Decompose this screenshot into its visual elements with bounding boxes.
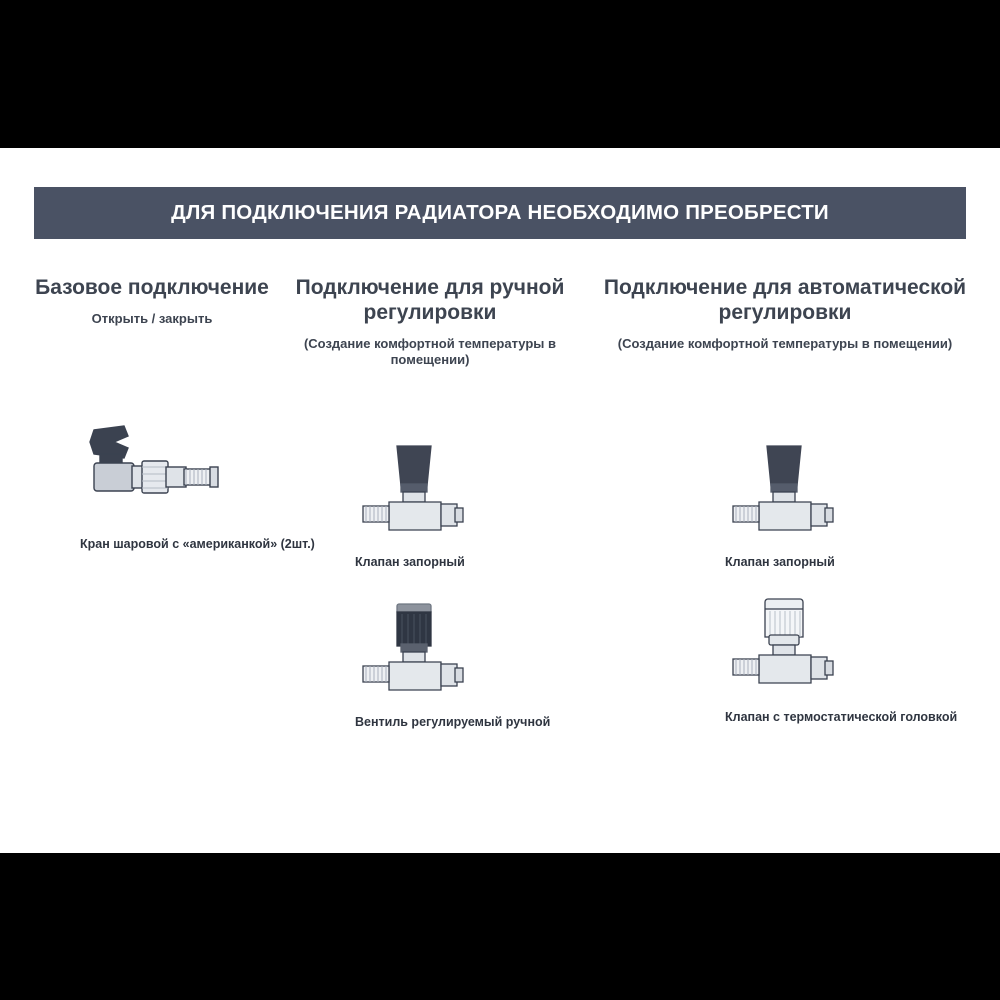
column-subtitle: (Создание комфортной температуры в помещении) (617, 335, 953, 351)
product-thermostatic-valve (725, 593, 957, 726)
column-title: Подключение для ручной регулировки (295, 276, 565, 324)
column-subtitle: (Создание комфортной температуры в помещении) (303, 335, 557, 368)
shutoff-valve-icon (355, 438, 515, 548)
column-basic (34, 276, 270, 328)
columns-container (0, 148, 1000, 853)
product-caption: Клапан с термостатической головкой (725, 710, 958, 724)
column-manual (280, 276, 580, 369)
column-title: Базовое подключение (35, 276, 269, 299)
product-shutoff-valve-manual (355, 438, 515, 571)
ball-valve-icon (80, 420, 240, 530)
manual-valve-icon (355, 598, 515, 708)
product-shutoff-valve-auto (725, 438, 885, 571)
column-subtitle: Открыть / закрыть (91, 310, 213, 326)
shutoff-valve-icon (725, 438, 885, 548)
product-caption: Вентиль регулируемый ручной (355, 715, 551, 729)
column-automatic (590, 276, 980, 352)
product-caption: Кран шаровой с «американкой» (2шт.) (80, 537, 315, 551)
product-ball-valve (80, 420, 315, 553)
thermostatic-valve-icon (725, 593, 885, 703)
banner-title: ДЛЯ ПОДКЛЮЧЕНИЯ РАДИАТОРА НЕОБХОДИМО ПРЕОБРЕСТИ (171, 201, 829, 224)
product-caption: Клапан запорный (725, 555, 835, 569)
column-title: Подключение для автоматической регулировки (603, 276, 967, 324)
poster-canvas (0, 148, 1000, 853)
product-manual-valve (355, 598, 550, 731)
product-caption: Клапан запорный (355, 555, 465, 569)
